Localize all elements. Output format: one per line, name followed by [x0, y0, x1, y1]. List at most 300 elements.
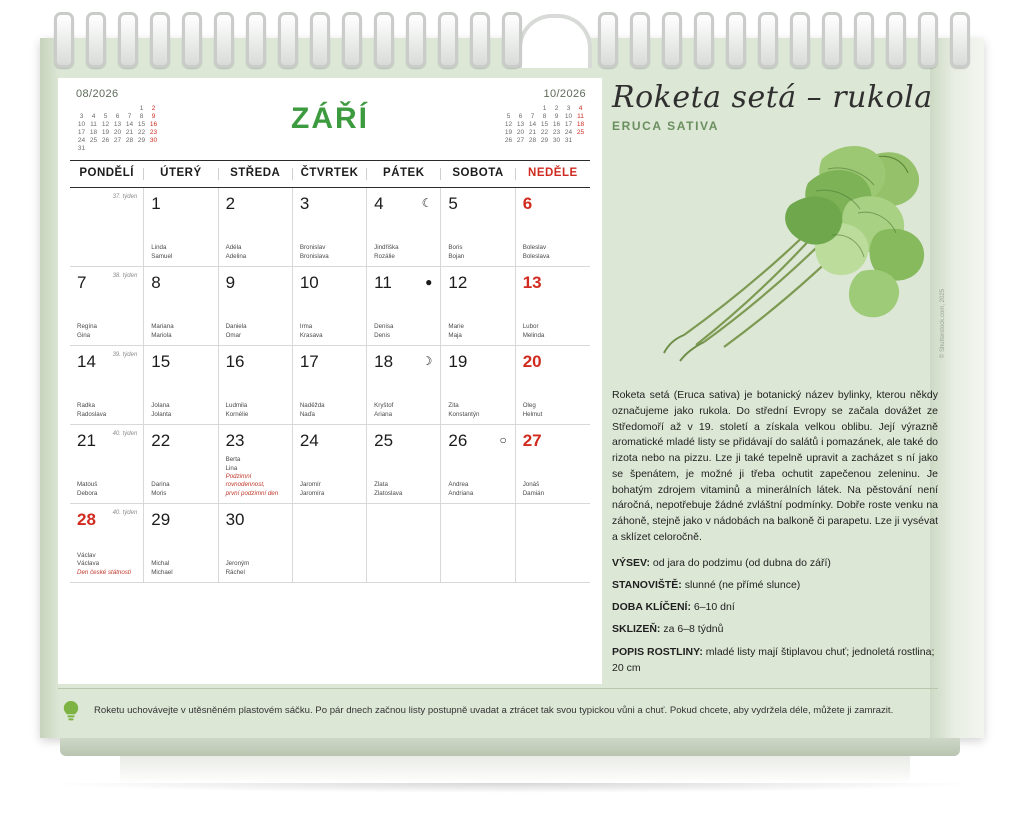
day-cell[interactable]: [293, 346, 367, 425]
name-day-line: Bojan: [448, 252, 465, 260]
day-cell[interactable]: [441, 504, 515, 583]
binding-ring: [822, 12, 842, 68]
plant-fact-value: mladé listy mají štiplavou chuť; jednoletá rostlina; 20 cm: [612, 645, 935, 674]
name-day-names: [300, 244, 362, 261]
name-day-line: Michael: [151, 568, 173, 576]
binding-ring: [758, 12, 778, 68]
name-day-names: [77, 323, 139, 340]
weekday-4: ČTVRTEK: [293, 168, 367, 180]
day-cell[interactable]: [293, 504, 367, 583]
name-day-line: Matouš: [77, 481, 98, 489]
mini-day: 7: [530, 112, 535, 120]
board-right-edge: [930, 38, 984, 738]
next-month-label: 10/2026: [543, 88, 586, 100]
weekday-5: PÁTEK: [367, 168, 441, 180]
name-day-line: Jindřiška: [374, 244, 399, 252]
arugula-illustration-svg: [612, 139, 938, 384]
binding-ring: [854, 12, 874, 68]
day-cell[interactable]: [144, 425, 218, 504]
mini-day: 2: [151, 104, 156, 112]
name-day-line: Jolanta: [151, 410, 172, 418]
week-number: 40. týden: [112, 510, 138, 516]
day-number: 10: [299, 273, 319, 292]
plant-fact-label: SKLIZEŇ:: [612, 623, 664, 636]
name-day-line: Jeroným: [225, 560, 250, 568]
plant-description: Roketa setá (Eruca sativa) je botanický název bylinky, kterou někdy označujeme jako rukola. Do střední Evropy se začala dovážet ze Středomoří až v 19. století a získala velkou oblibu. Její výrazně aromatické mladé listy se přidávají do salátů i pomazánek, ale také do rizota nebo na pizzu. Lze ji také tepelně upravit a zacházet s ní jako se špenátem, je možné ji třeba ochutit zapečenou zeleninu. Je bohatým zdrojem vitaminů a minerálních látek. Na pěstování není náročná, nepotřebuje žádné zvláštní podmínky. Dobře roste venku na záhoně, stejně jako v nádobách na balkoně či parapetu. Lze ji vysévat a sklízet celoročně.: [612, 389, 938, 543]
mini-day: 22: [540, 129, 549, 137]
day-number: 19: [448, 352, 468, 371]
weekday-header: [70, 160, 590, 188]
plant-fact-label: VÝSEV:: [612, 556, 653, 569]
name-day-line: Ráchel: [225, 568, 245, 576]
day-number: 25: [374, 431, 394, 450]
day-cell[interactable]: [367, 425, 441, 504]
day-cell[interactable]: [367, 267, 441, 346]
name-day-names: [300, 323, 362, 340]
binding-ring: [630, 12, 650, 68]
name-day-names: [448, 402, 510, 419]
name-day-line: Jaromíra: [299, 489, 325, 497]
name-day-names: [226, 560, 288, 577]
binding-ring: [886, 12, 906, 68]
day-cell[interactable]: [441, 346, 515, 425]
day-number: 29: [151, 510, 171, 529]
month-title: ZÁŘÍ: [291, 102, 369, 135]
mini-day: 25: [89, 137, 98, 145]
name-day-line: Linda: [151, 244, 167, 252]
mini-day: 14: [528, 121, 537, 128]
day-cell[interactable]: [441, 425, 515, 504]
day-cell[interactable]: [70, 425, 144, 504]
holiday-note: první podzimní den: [225, 489, 279, 497]
day-number: 27: [522, 431, 542, 450]
weekday-3: STŘEDA: [219, 168, 293, 180]
name-day-names: [151, 402, 213, 419]
binding-ring: [182, 12, 202, 68]
day-number: 13: [522, 273, 542, 292]
plant-fact-row: [612, 621, 938, 637]
hanger-hook: [518, 14, 592, 68]
day-cell[interactable]: [70, 504, 144, 583]
mini-day: 16: [149, 121, 158, 128]
binding-ring: [950, 12, 970, 68]
name-day-line: Zlatoslava: [374, 489, 403, 497]
plant-fact-value: slunné (ne přímé slunce): [684, 578, 801, 591]
name-day-line: Boris: [448, 244, 463, 252]
month-card: [58, 78, 602, 684]
calendar-stand: [120, 756, 910, 784]
day-cell[interactable]: [516, 425, 590, 504]
day-cell[interactable]: [70, 346, 144, 425]
mini-day: 28: [528, 137, 537, 145]
plant-fact-label: DOBA KLÍČENÍ:: [612, 601, 694, 614]
plant-fact-value: 6–10 dní: [693, 601, 735, 614]
name-day-line: Regína: [77, 323, 97, 331]
week-number: 39. týden: [112, 352, 138, 358]
name-day-names: [523, 481, 586, 498]
name-day-names: [523, 323, 586, 340]
name-day-names: [226, 402, 288, 419]
day-number: 3: [299, 194, 310, 213]
name-day-line: Jonáš: [522, 481, 540, 489]
lightbulb-icon: [58, 698, 84, 724]
name-day-names: [300, 402, 362, 419]
plant-facts: [612, 555, 938, 677]
name-day-line: Radka: [77, 402, 95, 410]
mini-day: 15: [137, 121, 146, 128]
name-day-names: [448, 244, 510, 261]
moon-phase-icon: ☾: [421, 196, 433, 210]
name-day-line: Irma: [299, 323, 313, 331]
weekday-2: ÚTERÝ: [144, 168, 218, 180]
mini-day: 8: [542, 112, 547, 120]
name-day-line: Mariana: [151, 323, 174, 331]
name-day-line: Ludmila: [225, 402, 248, 410]
mini-day: 1: [139, 104, 144, 112]
day-number: 26: [448, 431, 468, 450]
day-grid: [70, 188, 590, 583]
binding-ring: [54, 12, 74, 68]
name-day-line: Melinda: [522, 331, 545, 339]
name-day-line: Moris: [151, 489, 167, 497]
plant-title: Roketa setá – rukola: [612, 80, 933, 115]
mini-day: 17: [77, 129, 86, 137]
binding-ring: [118, 12, 138, 68]
binding-ring: [918, 12, 938, 68]
name-day-names: [151, 481, 213, 498]
name-day-line: Bronislav: [299, 244, 326, 252]
wire-binding: [40, 12, 984, 70]
name-day-line: Rozálie: [374, 252, 395, 260]
day-number: 6: [522, 194, 533, 213]
day-cell[interactable]: [144, 188, 218, 267]
tip-bar: [58, 694, 938, 728]
name-day-names: [226, 456, 288, 498]
binding-ring: [86, 12, 106, 68]
name-day-line: Denisa: [374, 323, 394, 331]
mini-day: 15: [540, 121, 549, 128]
name-day-names: [448, 481, 510, 498]
day-cell[interactable]: [293, 425, 367, 504]
name-day-names: [374, 323, 436, 340]
day-cell[interactable]: [70, 267, 144, 346]
name-day-line: Jolana: [151, 402, 170, 410]
name-day-names: [374, 481, 436, 498]
mini-day: 10: [564, 112, 573, 120]
mini-day: 21: [125, 129, 134, 137]
name-day-line: Maja: [448, 331, 462, 339]
day-number: 20: [522, 352, 542, 371]
binding-ring: [694, 12, 714, 68]
day-number: 28: [77, 510, 96, 529]
moon-phase-icon: ○: [499, 433, 507, 447]
name-day-line: Naďa: [299, 410, 315, 418]
name-day-line: Boleslava: [522, 252, 550, 260]
name-day-line: Andriana: [448, 489, 474, 497]
day-cell[interactable]: [367, 346, 441, 425]
day-number: 30: [225, 510, 245, 529]
next-month-mini: [503, 88, 586, 145]
binding-ring: [406, 12, 426, 68]
name-day-line: Oleg: [522, 402, 536, 410]
name-day-line: Radoslava: [77, 410, 107, 418]
name-day-names: [226, 323, 288, 340]
day-cell[interactable]: [516, 188, 590, 267]
name-day-line: Bronislava: [299, 252, 329, 260]
mini-day: 8: [139, 112, 144, 120]
mini-day: 17: [564, 121, 573, 128]
plant-fact-row: [612, 599, 938, 615]
plant-fact-row: [612, 555, 938, 571]
day-cell[interactable]: [219, 425, 293, 504]
moon-phase-icon: ☽: [421, 354, 433, 368]
plant-fact-label: POPIS ROSTLINY:: [612, 645, 706, 658]
day-number: 24: [299, 431, 319, 450]
mini-day: 18: [576, 121, 585, 128]
binding-ring: [278, 12, 298, 68]
name-day-line: Zita: [448, 402, 459, 410]
day-number: 12: [448, 273, 468, 292]
name-day-names: [374, 244, 436, 261]
name-day-line: Damián: [522, 489, 545, 497]
mini-day: 5: [103, 112, 108, 120]
day-number: 2: [225, 194, 236, 213]
name-day-names: [77, 402, 139, 419]
name-day-line: Debora: [77, 489, 98, 497]
mini-day: 4: [578, 104, 583, 112]
day-cell[interactable]: [441, 188, 515, 267]
name-day-line: Michal: [151, 560, 170, 568]
mini-day: 5: [506, 112, 511, 120]
day-number: 1: [151, 194, 161, 213]
mini-day: 23: [149, 129, 158, 137]
binding-ring: [470, 12, 490, 68]
day-cell[interactable]: [219, 504, 293, 583]
mini-day: 29: [137, 137, 146, 145]
next-month-grid: [503, 105, 586, 146]
mini-day: 18: [89, 129, 98, 137]
moon-phase-icon: ●: [425, 275, 433, 289]
day-number: 16: [225, 352, 245, 371]
day-number: 5: [448, 194, 458, 213]
name-day-names: [523, 244, 586, 261]
mini-day: 21: [528, 129, 537, 137]
day-number: 17: [299, 352, 319, 371]
day-cell[interactable]: [293, 267, 367, 346]
name-day-line: Konstantýn: [448, 410, 480, 418]
binding-ring: [310, 12, 330, 68]
name-day-line: Marie: [448, 323, 464, 331]
mini-day: 26: [504, 137, 513, 145]
mini-day: 19: [504, 129, 513, 137]
name-day-names: [374, 402, 436, 419]
name-day-line: Mariola: [151, 331, 172, 339]
day-cell[interactable]: [144, 504, 218, 583]
mini-day: 12: [101, 121, 110, 128]
day-cell[interactable]: [144, 346, 218, 425]
calendar-base: [60, 738, 960, 756]
mini-day: 11: [90, 121, 97, 128]
mini-day: 30: [552, 137, 561, 145]
name-day-line: Adelina: [225, 252, 247, 260]
day-cell[interactable]: [367, 504, 441, 583]
week-number: 40. týden: [112, 431, 138, 437]
name-day-line: Zlata: [374, 481, 388, 489]
mini-day: 23: [552, 129, 561, 137]
name-day-line: Václav: [77, 551, 96, 559]
plant-fact-value: od jara do podzimu (od dubna do září): [652, 556, 831, 569]
mini-day: 11: [577, 112, 584, 120]
mini-day: 12: [504, 121, 513, 128]
day-number: 22: [151, 431, 171, 450]
name-day-line: Václava: [77, 560, 100, 568]
name-day-line: Gina: [77, 331, 91, 339]
day-number: 8: [151, 273, 161, 292]
month-header: [70, 88, 590, 160]
mini-day: 19: [101, 129, 110, 137]
name-day-names: [151, 244, 213, 261]
weekday-1: PONDĚLÍ: [70, 168, 144, 180]
mini-day: 31: [564, 137, 573, 145]
day-number: 4: [374, 194, 384, 213]
holiday-note: Podzimní rovnodennost,: [225, 472, 265, 489]
day-number: 7: [77, 273, 87, 292]
day-cell[interactable]: [219, 267, 293, 346]
name-day-names: [77, 552, 139, 577]
day-cell[interactable]: [70, 188, 144, 267]
mini-day: 29: [540, 137, 549, 145]
drop-shadow: [40, 783, 984, 793]
name-day-line: Andrea: [448, 481, 469, 489]
name-day-line: Kryštof: [374, 402, 394, 410]
mini-day: 28: [125, 137, 134, 145]
day-cell[interactable]: [516, 346, 590, 425]
day-cell[interactable]: [367, 188, 441, 267]
binding-ring: [150, 12, 170, 68]
binding-ring: [342, 12, 362, 68]
mini-day: 16: [552, 121, 561, 128]
mini-day: 4: [91, 112, 96, 120]
name-day-names: [448, 323, 510, 340]
name-day-line: Darina: [151, 481, 170, 489]
tip-divider: [58, 688, 938, 689]
name-day-line: Helmut: [522, 410, 543, 418]
binding-ring: [790, 12, 810, 68]
name-day-names: [151, 560, 213, 577]
mini-day: 27: [516, 137, 525, 145]
image-credit: © Shutterstock.com, 2025: [940, 289, 946, 359]
day-number: 14: [77, 352, 96, 371]
rocket-plant-illustration: [612, 139, 946, 384]
mini-day: 2: [554, 104, 559, 112]
binding-ring: [598, 12, 618, 68]
mini-day: 13: [516, 121, 525, 128]
binding-ring: [214, 12, 234, 68]
day-cell[interactable]: [293, 188, 367, 267]
mini-day: 9: [151, 112, 156, 120]
name-day-line: Berta: [225, 456, 241, 464]
mini-day: 22: [137, 129, 146, 137]
mini-day: 20: [113, 129, 122, 137]
week-number: 37. týden: [112, 194, 138, 200]
name-day-names: [151, 323, 213, 340]
mini-day: 6: [518, 112, 523, 120]
mini-day: 9: [554, 112, 559, 120]
mini-day: 3: [79, 112, 84, 120]
mini-day: 10: [77, 121, 86, 128]
mini-day: 20: [516, 129, 525, 137]
binding-ring: [246, 12, 266, 68]
name-day-line: Ariana: [374, 410, 393, 418]
day-number: 23: [225, 431, 245, 450]
day-cell[interactable]: [441, 267, 515, 346]
mini-day: 24: [77, 137, 86, 145]
day-cell[interactable]: [516, 267, 590, 346]
name-day-line: Omar: [225, 331, 242, 339]
binding-ring: [502, 12, 522, 68]
name-day-line: Adéla: [225, 244, 242, 252]
name-day-line: Denis: [374, 331, 390, 339]
plant-fact-value: za 6–8 týdnů: [663, 623, 724, 636]
day-cell[interactable]: [144, 267, 218, 346]
name-day-names: [226, 244, 288, 261]
binding-ring: [438, 12, 458, 68]
name-day-names: [523, 402, 586, 419]
plant-latin-name: ERUCA SATIVA: [612, 119, 719, 133]
day-number: 18: [374, 352, 394, 371]
plant-fact-label: STANOVIŠTĚ:: [612, 578, 685, 591]
name-day-line: Samuel: [151, 252, 173, 260]
binding-ring: [726, 12, 746, 68]
name-day-line: Naděžda: [299, 402, 325, 410]
plant-panel: [612, 80, 946, 680]
mini-day: 14: [125, 121, 134, 128]
binding-ring: [662, 12, 682, 68]
day-number: 11: [374, 273, 392, 292]
day-number: 15: [151, 352, 171, 371]
name-day-line: Boleslav: [522, 244, 547, 252]
mini-day: 31: [77, 145, 86, 153]
name-day-names: [300, 481, 362, 498]
name-day-line: Kornélie: [225, 410, 249, 418]
plant-fact-row: [612, 644, 938, 677]
tip-text: Roketu uchovávejte v utěsněném plastovém sáčku. Po pár dnech začnou listy postupně uvadat a ztrácet tak svou typickou vůni a chuť. Pokud chcete, aby vydržela déle, můžete ji zamrazit.: [94, 704, 894, 716]
plant-fact-row: [612, 577, 938, 593]
name-day-line: Krasava: [299, 331, 323, 339]
prev-month-label: 08/2026: [76, 88, 119, 100]
day-cell[interactable]: [219, 188, 293, 267]
mini-day: 30: [149, 137, 158, 145]
mini-day: 1: [542, 104, 547, 112]
day-cell[interactable]: [516, 504, 590, 583]
mini-day: 26: [101, 137, 110, 145]
name-day-line: Jaromír: [299, 481, 321, 489]
holiday-note: Den české státnosti: [77, 568, 131, 576]
name-day-names: [77, 481, 139, 498]
name-day-line: Lina: [225, 464, 238, 472]
mini-day: 25: [576, 129, 585, 137]
day-number: 21: [77, 431, 96, 450]
binding-ring: [374, 12, 394, 68]
mini-day: 13: [113, 121, 122, 128]
mini-day: 7: [127, 112, 132, 120]
weekday-7: NEDĚLE: [528, 167, 578, 180]
name-day-line: Lubor: [522, 323, 539, 331]
mini-day: 3: [566, 104, 571, 112]
day-cell[interactable]: [219, 346, 293, 425]
name-day-line: Daniela: [225, 323, 247, 331]
week-number: 38. týden: [112, 273, 138, 279]
